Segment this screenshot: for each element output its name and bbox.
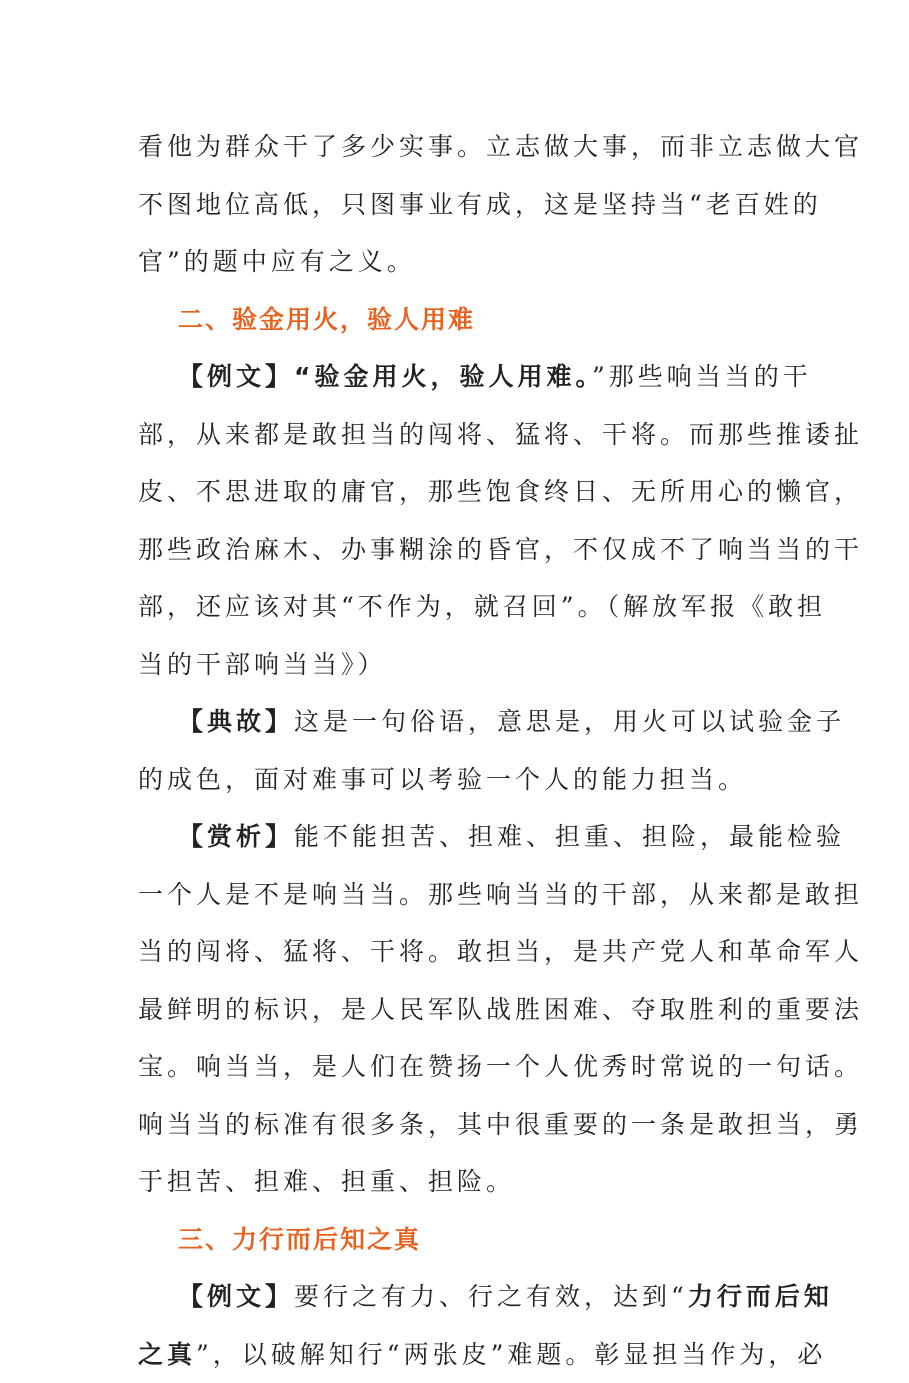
text-line [138,866,774,924]
text-line [138,176,774,234]
section-heading [138,1211,774,1269]
bold-text: 三、力行而后知之真 [178,1225,421,1254]
bold-text: 【典故】 [178,707,294,736]
body-text: 的成色，面对难事可以考验一个人的能力担当。 [138,765,747,794]
bold-text: 【例文】 [178,1282,294,1311]
document-page [138,118,774,1383]
text-line [138,233,774,291]
section-heading [138,291,774,349]
bold-text: 【赏析】 [178,822,294,851]
body-text: 部，从来都是敢担当的闯将、猛将、干将。而那些推诿扯 [138,420,863,449]
bold-text: 力行而后知 [688,1282,833,1311]
text-line [138,1268,774,1326]
text-line [138,1326,774,1383]
text-line [138,981,774,1039]
text-line [138,521,774,579]
body-text: 那些政治麻木、办事糊涂的昏官，不仅成不了响当当的干 [138,535,863,564]
body-text: 这是一句俗语，意思是，用火可以试验金子 [294,707,845,736]
text-line [138,923,774,981]
text-line [138,693,774,751]
text-line [138,348,774,406]
bold-text: 之真 [138,1340,196,1369]
body-text: 看他为群众干了多少实事。立志做大事，而非立志做大官 [138,132,863,161]
body-text: 一个人是不是响当当。那些响当当的干部，从来都是敢担 [138,880,863,909]
bold-text: 【例文】 [178,362,294,391]
text-line [138,118,774,176]
body-text: 皮、不思进取的庸官，那些饱食终日、无所用心的懒官， [138,477,863,506]
text-line [138,751,774,809]
text-line [138,636,774,694]
body-text: 当的干部响当当》） [138,650,387,679]
text-line [138,1038,774,1096]
body-text: 要行之有力、行之有效，达到“ [294,1282,688,1311]
text-line [138,1096,774,1154]
body-text: 官”的题中应有之义。 [138,247,416,276]
body-text: 能不能担苦、担难、担重、担险，最能检验 [294,822,845,851]
bold-text: “验金用火，验人用难。 [294,362,592,391]
body-text: 当的闯将、猛将、干将。敢担当，是共产党人和革命军人 [138,937,863,966]
bold-text: 二、验金用火，验人用难 [178,305,475,334]
body-text: 最鲜明的标识，是人民军队战胜困难、夺取胜利的重要法 [138,995,863,1024]
body-text: 部，还应该对其“不作为，就召回”。（解放军报《敢担 [138,592,826,621]
body-text: 于担苦、担难、担重、担险。 [138,1167,515,1196]
text-line [138,463,774,521]
body-text: ”那些响当当的干 [592,362,812,391]
body-text: 响当当的标准有很多条，其中很重要的一条是敢担当，勇 [138,1110,863,1139]
body-text: 宝。响当当，是人们在赞扬一个人优秀时常说的一句话。 [138,1052,863,1081]
text-line [138,406,774,464]
body-text: 不图地位高低，只图事业有成，这是坚持当“老百姓的 [138,190,822,219]
text-line [138,1153,774,1211]
text-line [138,808,774,866]
body-text: ”，以破解知行“两张皮”难题。彰显担当作为，必 [196,1340,826,1369]
text-line [138,578,774,636]
